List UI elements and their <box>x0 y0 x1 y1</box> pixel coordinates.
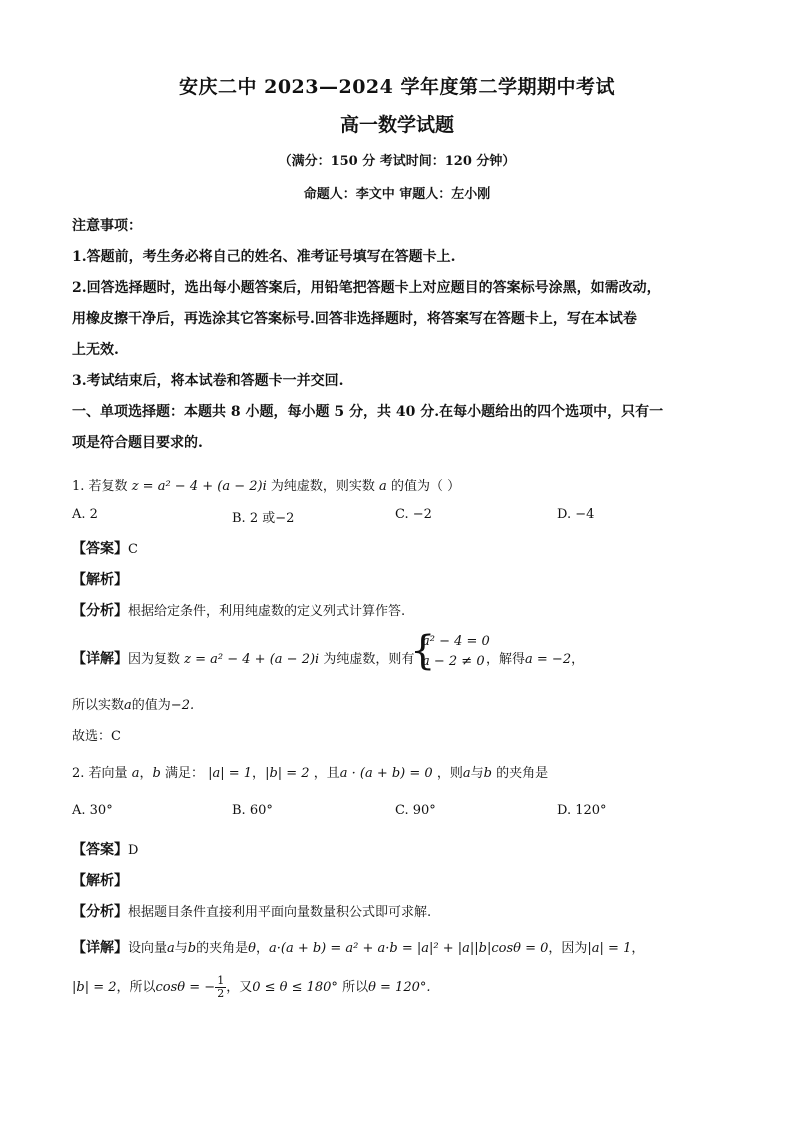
q2-line2-b: ，又 <box>226 980 253 995</box>
q2-detail-line-1: 【详解】设向量a与b的夹角是θ，a·(a + b) = a² + a·b = |a|² + |a||b|cosθ = 0，因为|a| = 1， <box>72 940 645 956</box>
q2-option-c: C. 90° <box>395 803 436 818</box>
q1-prefix: 1. 若复数 <box>72 479 128 494</box>
q2-detail-a: 设向量 <box>128 941 168 956</box>
q1-fenxi-tag: 【分析】 <box>72 603 128 619</box>
q2-answer-tag: 【答案】 <box>72 842 128 858</box>
section-heading-line-1: 一、单项选择题：本题共 8 小题，每小题 5 分，共 40 分.在每小题给出的四个选项中，只有一 <box>72 404 664 420</box>
q2-condition-2: |b| = 2 <box>265 766 310 781</box>
q1-suffix: 的值为（ ） <box>390 479 461 494</box>
q1-option-b: B. 2 或−2 <box>232 511 295 526</box>
q1-detail-expression: z = a² − 4 + (a − 2)i <box>184 652 320 667</box>
q2-suffix: 的夹角是 <box>496 766 549 781</box>
q2-line2-condition-2: |b| = 2 <box>72 980 117 995</box>
q2-sep: ， <box>139 766 153 781</box>
q1-detail-line-2 <box>72 694 194 713</box>
q2-then: ，则 <box>436 766 463 781</box>
q1-mid: 为纯虚数，则实数 <box>270 479 375 494</box>
notice-heading: 注意事项： <box>72 218 142 234</box>
notice-item-3: 3.考试结束后，将本试卷和答题卡一并交回. <box>72 373 344 389</box>
q1-option-d: D. −4 <box>557 507 595 522</box>
q2-sep-2: ， <box>252 766 266 781</box>
q1-expression: z = a² − 4 + (a − 2)i <box>131 479 267 494</box>
q2-option-a: A. 30° <box>72 803 113 818</box>
q2-detail-vector-a: a <box>167 941 175 956</box>
q2-cond: 满足： <box>164 766 204 781</box>
q1-line2-b: 的值为 <box>131 698 171 713</box>
q2-condition-1: |a| = 1 <box>208 766 253 781</box>
q2-detail-comma: ， <box>631 941 645 956</box>
q2-option-b: B. 60° <box>232 803 273 818</box>
notice-item-1: 1.答题前，考生务必将自己的姓名、准考证号填写在答题卡上. <box>72 249 456 265</box>
q1-fenxi <box>72 600 405 620</box>
q1-line2-result: −2. <box>170 698 195 713</box>
q2-detail-expression: a·(a + b) = a² + a·b = |a|² + |a||b|cosθ = 0 <box>268 941 549 956</box>
q2-vector-b: b <box>152 766 161 781</box>
q1-detail-tail <box>486 648 584 667</box>
q2-vector-a-2: a <box>462 766 471 781</box>
q2-detail-condition-1: |a| = 1 <box>587 941 632 956</box>
q1-system <box>422 632 490 672</box>
q1-system-brace: { <box>410 628 436 674</box>
q1-option-a: A. 2 <box>72 507 98 522</box>
q2-line2-a: ，所以 <box>116 980 156 995</box>
q2-answer <box>72 839 138 859</box>
q1-detail-b: 为纯虚数，则有 <box>323 652 415 667</box>
q1-stem <box>72 475 460 494</box>
q1-analysis-tag: 【解析】 <box>72 572 128 588</box>
q2-vector-b-2: b <box>483 766 492 781</box>
q2-and: ，且 <box>313 766 340 781</box>
q2-fraction-numerator: 1 <box>217 974 225 987</box>
q2-stem <box>72 762 548 781</box>
q1-option-c: C. −2 <box>395 507 432 522</box>
notice-item-2-line-2: 用橡皮擦干净后，再选涂其它答案标号.回答非选择题时，将答案写在答题卡上，写在本试卷 <box>72 311 637 327</box>
q2-line2-c: 所以 <box>337 980 369 995</box>
q2-theta: θ <box>248 941 256 956</box>
q1-line2-var: a <box>124 698 132 713</box>
q1-detail-result: a = −2 <box>525 652 572 667</box>
q1-line2-a: 所以实数 <box>72 698 125 713</box>
q2-fraction-denominator: 2 <box>217 987 225 1000</box>
q2-detail-c: ，因为 <box>548 941 588 956</box>
q1-answer-value: C <box>128 542 138 557</box>
q2-option-d: D. 120° <box>557 803 607 818</box>
q2-prefix: 2. 若向量 <box>72 766 128 781</box>
q2-answer-value: D <box>128 843 139 858</box>
exam-authors: 命题人：李文中 审题人：左小刚 <box>303 187 491 202</box>
q2-detail-tag: 【详解】 <box>72 940 128 956</box>
exam-title: 安庆二中 2023—2024 学年度第二学期期中考试 <box>179 76 615 98</box>
q2-fenxi-tag: 【分析】 <box>72 904 128 920</box>
q2-detail-with: 与 <box>174 941 188 956</box>
q2-line2-cos: cosθ = − <box>155 980 216 995</box>
q2-line2-result: θ = 120°. <box>368 980 431 995</box>
q2-detail-vector-b: b <box>187 941 197 956</box>
q1-fenxi-text: 根据给定条件，利用纯虚数的定义列式计算作答. <box>128 604 406 619</box>
q1-detail-a: 因为复数 <box>128 652 181 667</box>
q1-var: a <box>379 479 387 494</box>
notice-item-2-line-1: 2.回答选择题时，选出每小题答案后，用铅笔把答题卡上对应题目的答案标号涂黑，如需改动， <box>72 280 661 296</box>
q2-fenxi <box>72 901 431 921</box>
q1-detail-c: ，解得 <box>486 652 526 667</box>
q1-system-eq-2: a − 2 ≠ 0 <box>422 654 485 669</box>
q1-detail-d: ， <box>571 652 585 667</box>
q2-fenxi-text: 根据题目条件直接利用平面向量数量积公式即可求解. <box>128 905 432 920</box>
exam-info: （满分：150 分 考试时间：120 分钟） <box>278 154 516 169</box>
q1-answer <box>72 538 138 558</box>
notice-item-2-line-3: 上无效. <box>72 342 119 358</box>
q2-detail-line-2 <box>72 975 431 1000</box>
q1-answer-tag: 【答案】 <box>72 541 128 557</box>
q1-choose: 故选：C <box>72 729 121 744</box>
q1-detail-tag: 【详解】 <box>72 651 128 667</box>
q2-vector-a: a <box>131 766 140 781</box>
q2-fraction <box>215 975 226 1000</box>
exam-subtitle: 高一数学试题 <box>339 114 454 136</box>
q2-detail-b: 的夹角是 <box>196 941 249 956</box>
q2-analysis-tag: 【解析】 <box>72 873 128 889</box>
q2-with: 与 <box>470 766 484 781</box>
section-heading-line-2: 项是符合题目要求的. <box>72 435 203 451</box>
q1-detail-line-1 <box>72 648 414 668</box>
q2-line2-range: 0 ≤ θ ≤ 180° <box>252 980 338 995</box>
q2-condition-3: a · (a + b) = 0 <box>339 766 433 781</box>
q1-system-eq-1: a² − 4 = 0 <box>422 634 490 649</box>
